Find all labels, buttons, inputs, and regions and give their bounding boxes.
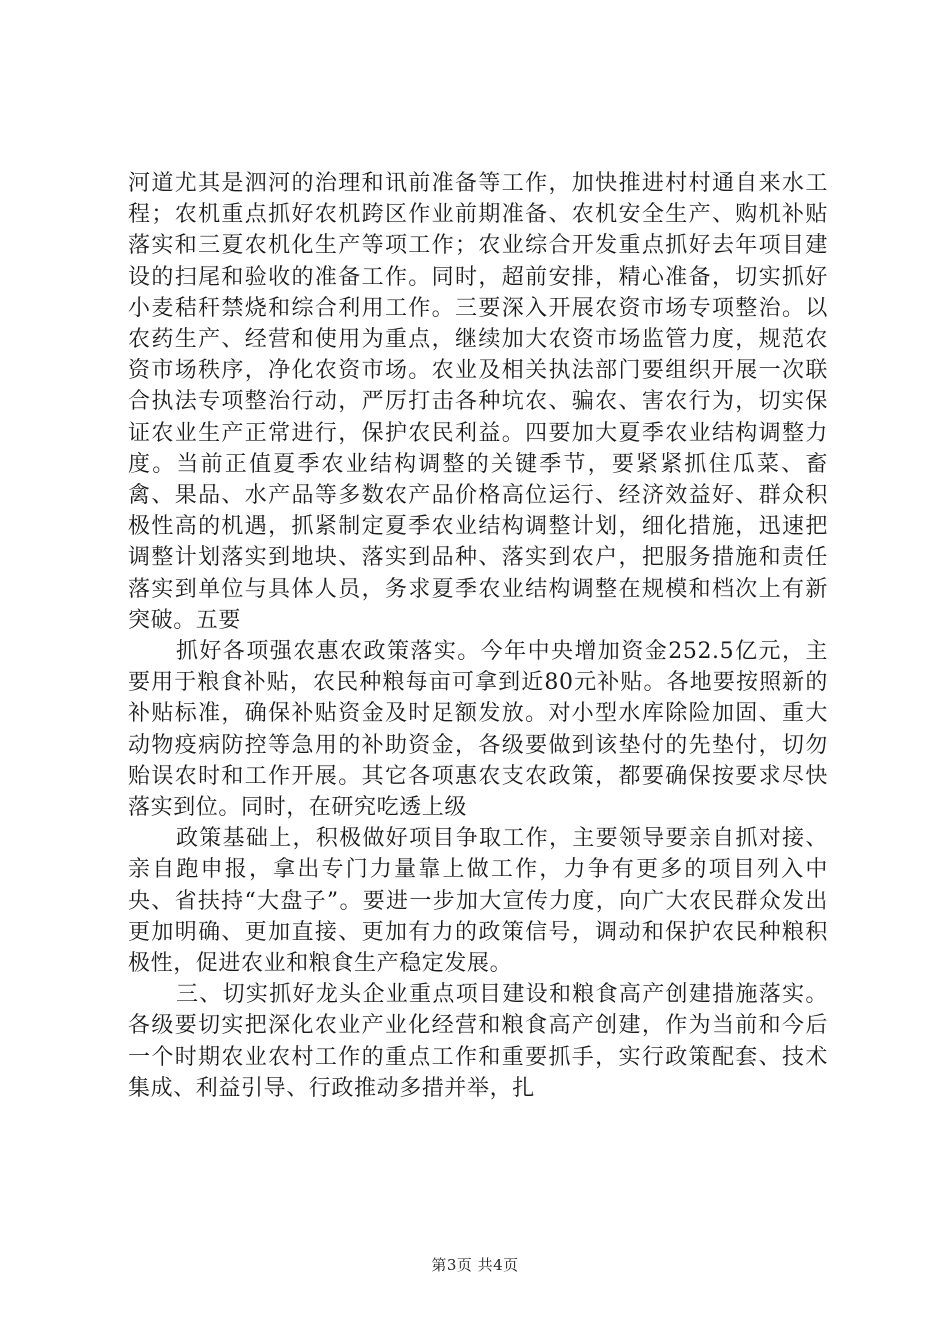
paragraph-1: 河道尤其是泗河的治理和讯前准备等工作，加快推进村村通自来水工程；农机重点抓好农机跨区作业前期准备、农机安全生产、购机补贴落实和三夏农机化生产等项工作；农业综合开发重点抓好去年项目建设的扫尾和验收的准备工作。同时，超前安排，精心准备，切实抓好小麦秸秆禁烧和综合利用工作。三要深入开展农资市场专项整治。以农药生产、经营和使用为重点，继续加大农资市场监管力度，规范农资市场秩序，净化农资市场。农业及相关执法部门要组织开展一次联合执法专项整治行动，严厉打击各种坑农、骗农、害农行为，切实保证农业生产正常进行，保护农民利益。四要加大夏季农业结构调整力度。当前正值夏季农业结构调整的关键季节，要紧紧抓住瓜菜、畜禽、果品、水产品等多数农产品价格高位运行、经济效益好、群众积极性高的机遇，抓紧制定夏季农业结构调整计划，细化措施，迅速把调整计划落实到地块、落实到品种、落实到农户，把服务措施和责任落实到单位与具体人员，务求夏季农业结构调整在规模和档次上有新突破。五要 bbox=[128, 171, 828, 633]
document-body bbox=[128, 168, 828, 1104]
paragraph-3: 政策基础上，积极做好项目争取工作，主要领导要亲自抓对接、亲自跑申报，拿出专门力量靠上做工作，力争有更多的项目列入中央、省扶持“大盘子”。要进一步加大宣传力度，向广大农民群众发出更加明确、更加直接、更加有力的政策信号，调动和保护农民种粮积极性，促进农业和粮食生产稳定发展。 bbox=[128, 826, 828, 977]
page-footer: 第3页 共4页 bbox=[431, 1256, 519, 1274]
paragraph-2: 抓好各项强农惠农政策落实。今年中央增加资金252.5亿元，主要用于粮食补贴，农民种粮每亩可拿到近80元补贴。各地要按照新的补贴标准，确保补贴资金及时足额发放。对小型水库除险加固、重大动物疫病防控等急用的补助资金，各级要做到该垫付的先垫付，切勿贻误农时和工作开展。其它各项惠农支农政策，都要确保按要求尽快落实到位。同时，在研究吃透上级 bbox=[128, 639, 828, 821]
paragraph-4: 三、切实抓好龙头企业重点项目建设和粮食高产创建措施落实。各级要切实把深化农业产业化经营和粮食高产创建，作为当前和今后一个时期农业农村工作的重点工作和重要抓手，实行政策配套、技术集成、利益引导、行政推动多措并举，扎 bbox=[128, 982, 828, 1101]
